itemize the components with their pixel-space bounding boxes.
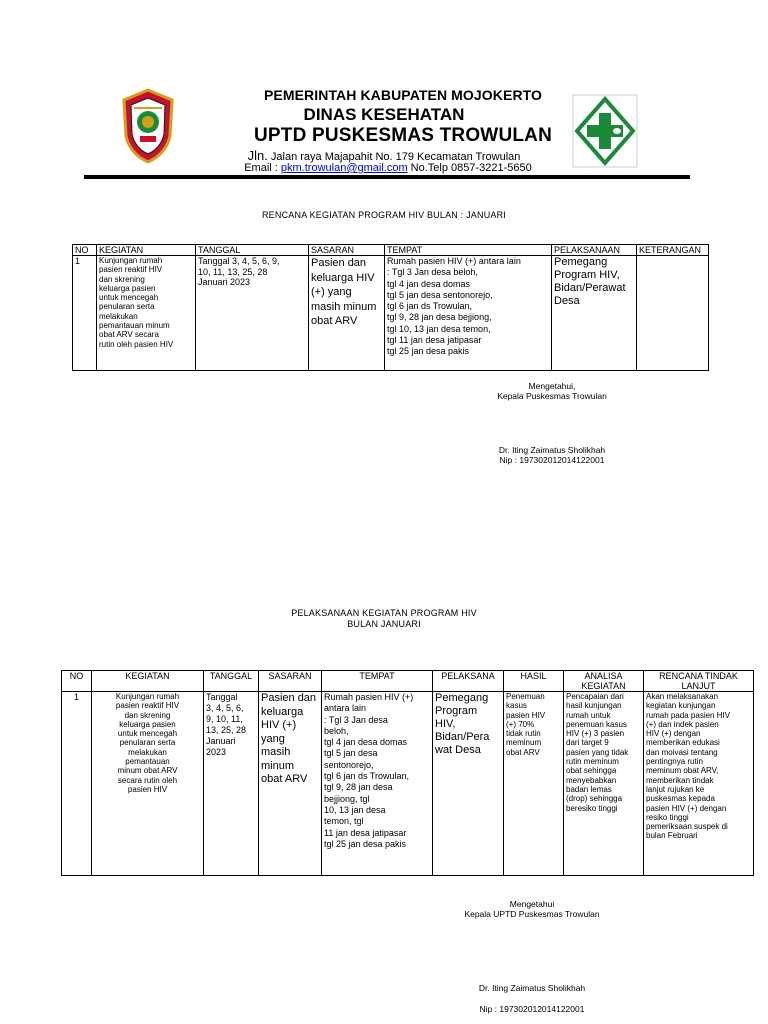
execution-header-kegiatan: KEGIATAN	[92, 671, 204, 692]
execution-header-tanggal: TANGGAL	[204, 671, 259, 692]
plan-header-no: NO	[73, 245, 97, 256]
execution-title-line1: PELAKSANAAN KEGIATAN PROGRAM HIV	[291, 608, 477, 618]
plan-header-pelaksanaan: PELAKSANAAN	[552, 245, 637, 256]
execution-title	[0, 608, 768, 630]
plan-cell-tempat: Rumah pasien HIV (+) antara lain : Tgl 3 Jan desa beloh, tgl 4 jan desa domas tgl 5 jan desa sentonorejo, tgl 6 jan ds Trowulan, tgl 9, 28 jan desa bejjiong, tgl 10, 13 jan desa temon, tgl 11 jan desa jatipasar tgl 25 jan desa pakis	[385, 256, 552, 371]
plan-sig-position: Kepala Puskesmas Trowulan	[497, 391, 607, 401]
execution-cell-rencana: Akan melaksanakan kegiatan kunjungan rumah pada pasien HIV (+) dan indek pasien HIV (+) dengan memberikan edukasi dan moivasi tentang pentingnya rutin meminum obat ARV, memberikan tindak lanjut rujukan ke puskesmas kepada pasien HIV (+) dengan resiko tinggi pemeriksaan suspek di bulan Februari	[644, 692, 754, 876]
plan-header-tempat: TEMPAT	[385, 245, 552, 256]
execution-title-line2: BULAN JANUARI	[347, 619, 421, 629]
phone-text: No.Telp 0857-3221-5650	[407, 162, 532, 174]
execution-cell-pelaksana: Pemegang Program HIV, Bidan/Pera wat Desa	[433, 692, 504, 876]
execution-header-sasaran: SASARAN	[259, 671, 322, 692]
email-label: Email :	[244, 162, 281, 174]
plan-title: RENCANA KEGIATAN PROGRAM HIV BULAN : JANUARI	[261, 210, 506, 220]
plan-table	[72, 244, 709, 371]
letterhead-address	[0, 148, 768, 163]
letterhead-office: UPTD PUSKESMAS TROWULAN	[253, 125, 553, 146]
execution-cell-tempat: Rumah pasien HIV (+) antara lain : Tgl 3 Jan desa beloh, tgl 4 jan desa domas tgl 5 jan desa sentonorejo, tgl 6 jan ds Trowulan, tgl 9, 28 jan desa bejjiong, tgl 10, 13 jan desa temon, tgl 11 jan desa jatipasar tgl 25 jan desa pakis	[322, 692, 433, 876]
execution-cell-kegiatan: Kunjungan rumah pasien reaktif HIV dan skrening keluarga pasien untuk mencegah penularan serta melakukan pemantauan minum obat ARV secara rutin oleh pasien HIV	[92, 692, 204, 876]
execution-header-rencana: RENCANA TINDAK LANJUT	[644, 671, 754, 692]
address-prefix: Jln.	[247, 148, 268, 163]
execution-header-no: NO	[62, 671, 92, 692]
plan-header-tanggal: TANGGAL	[196, 245, 309, 256]
execution-cell-analisa: Pencapaian dari hasil kunjungan rumah untuk penemuan kasus HIV (+) 3 pasien dari target 9 pasien yang tidak rutin meminum obat sehingga menyebabkan badan lemas (drop) sehingga beresiko tinggi	[564, 692, 644, 876]
table-row	[73, 256, 709, 371]
plan-header-row	[73, 245, 709, 256]
plan-cell-tanggal: Tanggal 3, 4, 5, 6, 9, 10, 11, 13, 25, 28 Januari 2023	[196, 256, 309, 371]
plan-cell-pelaksanaan: Pemegang Program HIV, Bidan/Perawat Desa	[552, 256, 637, 371]
execution-table	[61, 670, 754, 876]
execution-signature-block	[438, 899, 626, 919]
execution-header-hasil: HASIL	[504, 671, 564, 692]
letterhead-divider	[84, 175, 690, 179]
execution-cell-tanggal: Tanggal 3, 4, 5, 6, 9, 10, 11, 13, 25, 28 Januari 2023	[204, 692, 259, 876]
puskesmas-logo	[572, 94, 638, 168]
plan-sig-name: Dr. Iting Zaimatus Sholikhah	[498, 445, 606, 455]
plan-header-keterangan: KETERANGAN	[637, 245, 709, 256]
plan-header-kegiatan: KEGIATAN	[97, 245, 196, 256]
email-link[interactable]: pkm.trowulan@gmail.com	[280, 162, 408, 174]
execution-cell-sasaran: Pasien dan keluarga HIV (+) yang masih minum obat ARV	[259, 692, 322, 876]
plan-header-sasaran: SASARAN	[309, 245, 385, 256]
execution-sig-nip: Nip : 197302012014122001	[479, 1004, 585, 1014]
plan-cell-keterangan	[637, 256, 709, 371]
execution-header-row	[62, 671, 754, 692]
puskesmas-cross-icon	[572, 94, 638, 168]
plan-cell-kegiatan: Kunjungan rumah pasien reaktif HIV dan skrening keluarga pasien untuk mencegah penularan serta melakukan pemantauan minum obat ARV secara rutin oleh pasien HIV	[97, 256, 196, 371]
plan-cell-no: 1	[73, 256, 97, 371]
execution-cell-no: 1	[62, 692, 92, 876]
execution-sig-name: Dr. Iting Zaimatus Sholikhah	[478, 983, 586, 993]
plan-signatory	[472, 445, 632, 465]
letterhead-department: DINAS KESEHATAN	[303, 105, 465, 124]
table-row	[62, 692, 754, 876]
address-text: Jalan raya Majapahit No. 179 Kecamatan Trowulan	[267, 151, 521, 163]
plan-cell-sasaran: Pasien dan keluarga HIV (+) yang masih minum obat ARV	[309, 256, 385, 371]
execution-sig-position: Kepala UPTD Puskesmas Trowulan	[464, 909, 600, 919]
execution-sig-ack: Mengetahui	[509, 899, 555, 909]
plan-sig-ack: Mengetahui,	[528, 381, 576, 391]
plan-signature-block	[472, 381, 632, 401]
plan-sig-nip: Nip : 197302012014122001	[499, 455, 605, 465]
execution-header-pelaksana: PELAKSANA	[433, 671, 504, 692]
execution-header-tempat: TEMPAT	[322, 671, 433, 692]
letterhead-government: PEMERINTAH KABUPATEN MOJOKERTO	[263, 87, 543, 103]
execution-header-analisa: ANALISA KEGIATAN	[564, 671, 644, 692]
execution-cell-hasil: Penemuan kasus pasien HIV (+) 70% tidak rutin meminum obat ARV	[504, 692, 564, 876]
letterhead-contact	[0, 162, 768, 174]
